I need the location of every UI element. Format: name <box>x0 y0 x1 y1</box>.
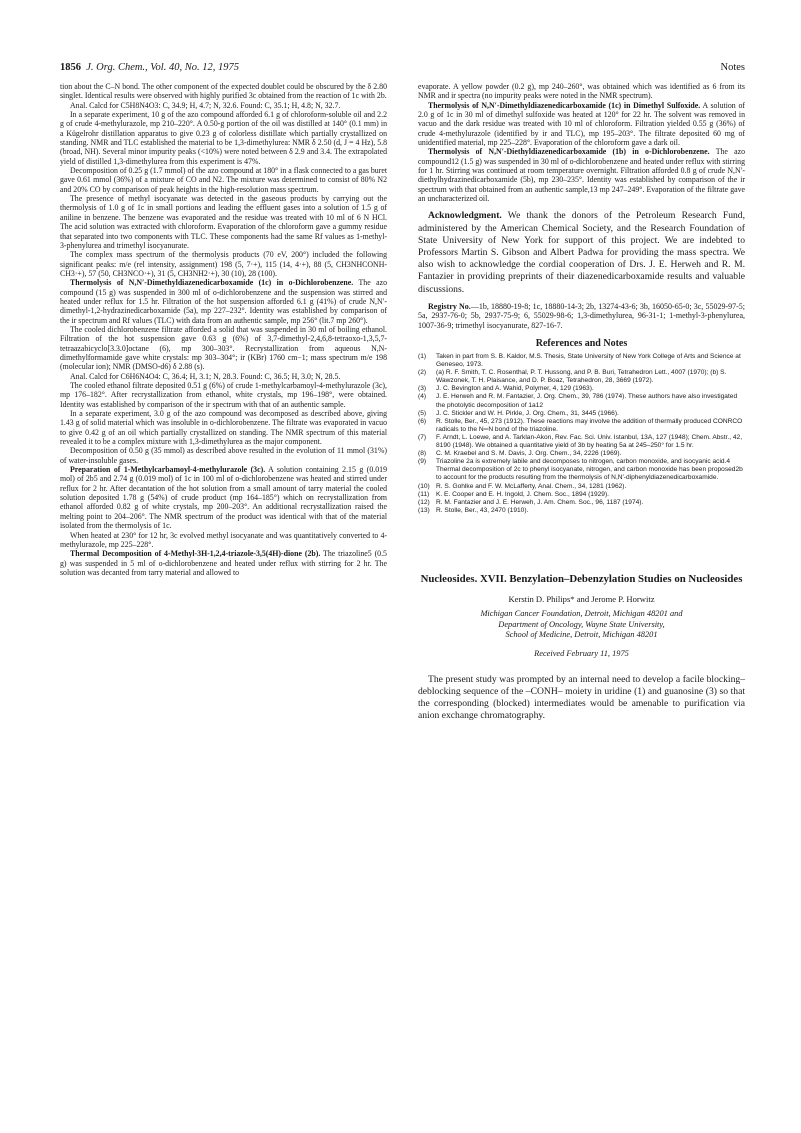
reference-text: Taken in part from S. B. Kaldor, M.S. Thesis, State University of New York College of Arts and Science at Geneseo, 1973. <box>436 353 741 369</box>
reference-number: (1) <box>418 353 427 361</box>
article-intro: The present study was prompted by an internal need to develop a facile blocking–deblocking sequence of the –CONH– moiety in uridine (1) and guanosine (3) so that the corresponding (blocked) intermediates would be amenable to purification via anion exchange chromatography. <box>418 673 745 722</box>
registry-numbers: Registry No.—1b, 18880-19-8; 1c, 18880-14-3; 2b, 13274-43-6; 3b, 16050-65-0; 3c, 55029-97-5; 5a, 2937-76-0; 5b, 2937-75-9; 6, 55029-98-6; 1,3-dimethylurea, 96-31-1; 1-methyl-3-phenylurea, 1007-36-9; trimethyl isocyanurate, 827-16-7. <box>418 301 746 331</box>
reference-number: (8) <box>418 450 427 458</box>
paragraph: Anal. Calcd for C5H8N4O3: C, 34.9; H, 4.7; N, 32.6. Found: C, 35.1; H, 4.8; N, 32.7. <box>70 100 341 110</box>
reference-text: R. Stolle, Ber., 43, 2470 (1910). <box>436 506 529 514</box>
reference-number: (9) <box>418 458 427 466</box>
reference-item <box>418 393 745 409</box>
paragraph: Anal. Calcd for C6H6N4O4: C, 36.4; H, 3.1; N, 28.3. Found: C, 36.5; H, 3.0; N, 28.5. <box>70 371 341 381</box>
left-column <box>60 82 387 577</box>
section-label: Notes <box>720 62 745 73</box>
reference-number: (5) <box>418 409 427 417</box>
reference-number: (10) <box>418 482 430 490</box>
reference-text: C. M. Kraebel and S. M. Davis, J. Org. Chem., 34, 2226 (1969). <box>436 450 622 458</box>
author-affiliation: Michigan Cancer Foundation, Detroit, Michigan 48201 and Department of Oncology, Wayne State University, School of Medicine, Detroit, Michigan 48201 <box>480 609 683 640</box>
reference-text: J. C. Stickler and W. H. Pirkle, J. Org. Chem., 31, 3445 (1966). <box>436 409 619 417</box>
article-title: Nucleosides. XVII. Benzylation–Debenzylation Studies on Nucleosides <box>420 572 743 585</box>
references-title: References and Notes <box>535 337 628 349</box>
page-header <box>60 62 745 80</box>
paragraph: The cooled ethanol filtrate deposited 0.51 g (6%) of crude 1-methylcarbamoyl-4-methylurazole (3c), mp 176–182°. After recrystallization from ethanol, white crystals, mp 196–198°, were obtained. Identity was established by comparison of the ir spectrum with that of an authentic sample. <box>60 381 387 409</box>
paragraph: In a separate experiment, 3.0 g of the azo compound was decomposed as described above, giving 1.43 g of solid material which was insoluble in o-dichlorobenzene. The filtrate was evaporated in vacuo to give 0.42 g of an oil which partially crystallized on standing. The NMR spectrum of this material revealed it to be a complex mixture with 1,3-dimethylurea as the major component. <box>60 409 387 447</box>
reference-item <box>418 491 745 499</box>
paragraph: Preparation of 1-Methylcarbamoyl-4-methylurazole (3c). A solution containing 2.15 g (0.019 mol) of 2b5 and 2.74 g (0.019 mol) of 1c in 100 ml of o-dichlorobenzene was heated and stirred under reflux for 2 hr. After decantation of the hot solution from a small amount of tarry material the cooled solution deposited 1.78 g (54%) of crude product (mp 164–185°) which on recrystallization from ethanol afforded 0.82 g of white crystals, mp 200–203°. An additional recrystallization raised the melting point to 204–206°. The NMR spectrum of the product was identical with that of the material isolated from the thermolysis of 1c. <box>60 465 387 531</box>
paragraph: When heated at 230° for 12 hr, 3c evolved methyl isocyanate and was quantitatively converted to 4-methylurazole, mp 225–228°. <box>60 530 387 549</box>
reference-number: (7) <box>418 433 427 441</box>
paragraph: The complex mass spectrum of the thermolysis products (70 eV, 200°) included the following significant peaks: m/e (rel intensity, assignment) 198 (5, 7·+), 115 (14, 4·+), 88 (5, CH3NHCONH-CH3·+), 57 (50, CH3NCO·+), 31 (5, CH3NH2·+), 30 (10), 28 (100). <box>60 250 387 278</box>
page-number: 1856 <box>60 62 81 73</box>
reference-item <box>418 483 745 491</box>
reference-item <box>418 418 745 434</box>
paragraph: Thermolysis of N,N′-Dimethyldiazenedicarboxamide (1c) in o-Dichlorobenzene. The azo compound (15 g) was suspended in 300 ml of o-dichlorobenzene and the suspension was stirred and heated under reflux for 1.5 hr. Filtration of the hot suspension afforded 6.1 g (41%) of crude N,N′-dimethyl-1,2-hydrazinedicarboxamide (5a), mp 227–232°. Identity was established by comparison of the ir spectrum and Rf values (TLC) with data from an authentic sample, mp 256° (lit.7 mp 260°). <box>60 278 388 325</box>
section-heading: Preparation of 1-Methylcarbamoyl-4-methylurazole (3c). <box>70 465 266 475</box>
reference-item <box>418 499 745 507</box>
section-heading: Thermolysis of N,N′-Dimethyldiazenedicarboxamide (1c) in o-Dichlorobenzene. <box>70 278 354 288</box>
paragraph: The cooled dichlorobenzene filtrate afforded a solid that was suspended in 30 ml of boiling ethanol. Filtration of the hot suspension gave 0.63 g (6%) of 3,7-dimethyl-2,4,6,8-tetraoxo-1,3,5,7-tetraazabicyclo[3.3.0]octane (6), mp 300–303°. Recrystallization from aqueous N,N-dimethylformamide gave white crystals: mp 303–304°; ir (KBr) 1760 cm−1; mass spectrum m/e 198 (molecular ion); NMR (DMSO-d6) δ 2.88 (s). <box>60 324 387 372</box>
reference-text: J. E. Herweh and R. M. Fantazier, J. Org. Chem., 39, 786 (1974). These authors have also investigated the photolytic decomposition of 1a12 <box>436 393 738 409</box>
references-list <box>418 353 745 515</box>
section-heading: Thermal Decomposition of 4-Methyl-3H-1,2,4-triazole-3,5(4H)-dione (2b). <box>70 549 321 559</box>
received-date: Received February 11, 1975 <box>534 649 629 659</box>
reference-number: (6) <box>418 417 427 425</box>
reference-number: (13) <box>418 506 430 514</box>
reference-number: (2) <box>418 369 427 377</box>
paragraph: Thermal Decomposition of 4-Methyl-3H-1,2,4-triazole-3,5(4H)-dione (2b). The triazoline5 (0.5 g) was suspended in 5 ml of o-dichlorobenzene and heated under reflux with stirring for 2 hr. The solution was decanted from tarry material and allowed to <box>60 549 387 577</box>
reference-item <box>418 450 745 458</box>
paragraph: In a separate experiment, 10 g of the azo compound afforded 6.1 g of chloroform-soluble oil and 2.2 g of crude 4-methylurazole, mp 210–220°. A 0.50-g portion of the oil was distilled at 140° (0.1 mm) in a Kügelrohr distillation apparatus to give 0.23 g of colorless distillate which partially crystallized on standing. NMR and TLC established the material to be 1,3-dimethylurea: NMR δ 2.50 (d, J = 4 Hz), 5.8 (broad, NH). Several minor impurity peaks (<10%) were noted between δ 2.9 and 3.4. The extrapolated yield of distilled 1,3-dimethylurea from this experiment is 47%. <box>60 110 387 166</box>
acknowledgment-heading: Acknowledgment. <box>428 210 502 222</box>
reference-number: (3) <box>418 385 427 393</box>
acknowledgment: Acknowledgment. We thank the donors of the Petroleum Research Fund, administered by the American Chemical Society, and the Research Foundation of State University of New York for support of this project. We are indebted to Professors Martin S. Gibson and Albert Padwa for providing the mass spectra. We also wish to acknowledge the cordial cooperation of Drs. J. E. Herweh and R. M. Fantazier in providing preprints of their diazenedicarboxamide results and valuable discussions. <box>418 210 745 295</box>
paragraph: Decomposition of 0.25 g (1.7 mmol) of the azo compound at 180° in a flask connected to a gas buret gave 0.61 mmol (36%) of a mixture of CO and N2. The mixture was determined to consist of 80% N2 and 20% CO by comparison of peak heights in the high-resolution mass spectrum. <box>60 166 387 194</box>
right-column <box>418 82 745 723</box>
reference-number: (4) <box>418 393 427 401</box>
reference-text: K. E. Cooper and E. H. Ingold, J. Chem. Soc., 1894 (1929). <box>436 490 609 498</box>
reference-text: J. C. Bevington and A. Wahid, Polymer, 4, 129 (1963). <box>436 385 594 393</box>
reference-text: R. M. Fantazier and J. E. Herweh, J. Am. Chem. Soc., 96, 1187 (1974). <box>436 498 644 506</box>
section-heading: Thermolysis of N,N′-Dimethyldiazenedicarboxamide (1c) in Dimethyl Sulfoxide. <box>428 100 701 110</box>
reference-text: R. Stolle, Ber., 45, 273 (1912). These reactions may involve the addition of thermally produced CONRCO radicals to the N═N bond of the triazoline. <box>436 417 743 433</box>
paragraph: tion about the C–N bond. The other component of the expected doublet could be obscured by the δ 2.80 singlet. Identical results were observed with highly purified 3c obtained from the reaction of 1c with 2b. <box>60 82 387 101</box>
reference-item <box>418 434 745 450</box>
reference-number: (11) <box>418 490 430 498</box>
reference-text: (a) R. F. Smith, T. C. Rosenthal, P. T. Hussong, and P. B. Buri, Tetrahedron Lett., 4007 (1970); (b) S. Wawzonek, T. H. Plaisance, and D. P. Boaz, Tetrahedron, 28, 3669 (1972). <box>436 369 727 385</box>
reference-item <box>418 410 745 418</box>
reference-text: Triazoline 2a is extremely labile and decomposes to nitrogen, carbon monoxide, and isocyanic acid.4 Thermal decomposition of 2c to phenyl isocyanate, nitrogen, and carbon monoxide has been proposed2b to account for the products resulting from the thermolysis of N,N′-diphenyldiazenedicarboxamide. <box>436 458 743 482</box>
article-authors: Kerstin D. Philips* and Jerome P. Horwitz <box>508 593 655 604</box>
registry-heading: Registry No. <box>428 301 471 311</box>
reference-item <box>418 353 745 369</box>
paragraph: evaporate. A yellow powder (0.2 g), mp 240–260°, was obtained which was identified as 6 from its NMR and ir spectra (no impurity peaks were noted in the NMR spectrum). <box>418 82 745 101</box>
paragraph: Thermolysis of N,N′-Dimethyldiazenedicarboxamide (1c) in Dimethyl Sulfoxide. A solution of 2.0 g of 1c in 30 ml of dimethyl sulfoxide was heated at 120° for 22 hr. The solvent was removed in vacuo and the dark residue was treated with 10 ml of chloroform. Filtration yielded 0.55 g (36%) of crude 4-methylurazole (identified by ir and TLC), mp 195–203°. The filtrate deposited 60 mg of unidentified material, mp 225–228°. Evaporation of the chloroform gave a dark oil. <box>418 100 745 148</box>
paragraph: The presence of methyl isocyanate was detected in the gaseous products by carrying out the thermolysis of 1.0 g of 1c in small portions and leading the effluent gases into a solution of 1.5 g of aniline in benzene. The benzene was evaporated and the residue was treated with 10 ml of 6 N HCl. The acid solution was extracted with chloroform. Evaporation of the chloroform gave a gummy residue that separated into two components with TLC. These components had the same Rf values as 1-methyl-3-phenylurea and trimethyl isocyanurate. <box>60 194 387 250</box>
paragraph: Thermolysis of N,N′-Diethyldiazenedicarboxamide (1b) in o-Dichlorobenzene. The azo compound12 (1.5 g) was suspended in 30 ml of o-dichlorobenzene and heated under reflux with stirring for 1 hr. Stirring was continued at room temperature overnight. Filtration afforded 0.8 g of crude N,N′-diethylhydrazinedicarboxamide (5b), mp 230–235°. Identity was established by comparison of the ir spectrum with that obtained from an authentic sample,13 mp 247–249°. Evaporation of the filtrate gave an uncharacterized oil. <box>418 147 746 204</box>
reference-item <box>418 507 745 515</box>
reference-text: F. Arndt, L. Loewe, and A. Tarklan-Akon, Rev. Fac. Sci. Univ. Istanbul, 13A, 127 (1948); Chem. Abstr., 42, 8190 (1948). We obtained a quantitative yield of 3b by heating 5a at 245–250° for 1.5 hr. <box>436 433 743 450</box>
reference-text: R. S. Gohlke and F. W. McLafferty, Anal. Chem., 34, 1281 (1962). <box>436 482 627 490</box>
section-heading: Thermolysis of N,N′-Diethyldiazenedicarboxamide (1b) in o-Dichlorobenzene. <box>428 147 710 157</box>
reference-number: (12) <box>418 498 430 506</box>
paragraph: Decomposition of 0.50 g (35 mmol) as described above resulted in the evolution of 11 mmol (31%) of water-insoluble gases. <box>60 446 387 465</box>
reference-item <box>418 369 745 385</box>
reference-item <box>418 458 745 482</box>
journal-citation: J. Org. Chem., Vol. 40, No. 12, 1975 <box>86 62 239 73</box>
reference-item <box>418 385 745 393</box>
